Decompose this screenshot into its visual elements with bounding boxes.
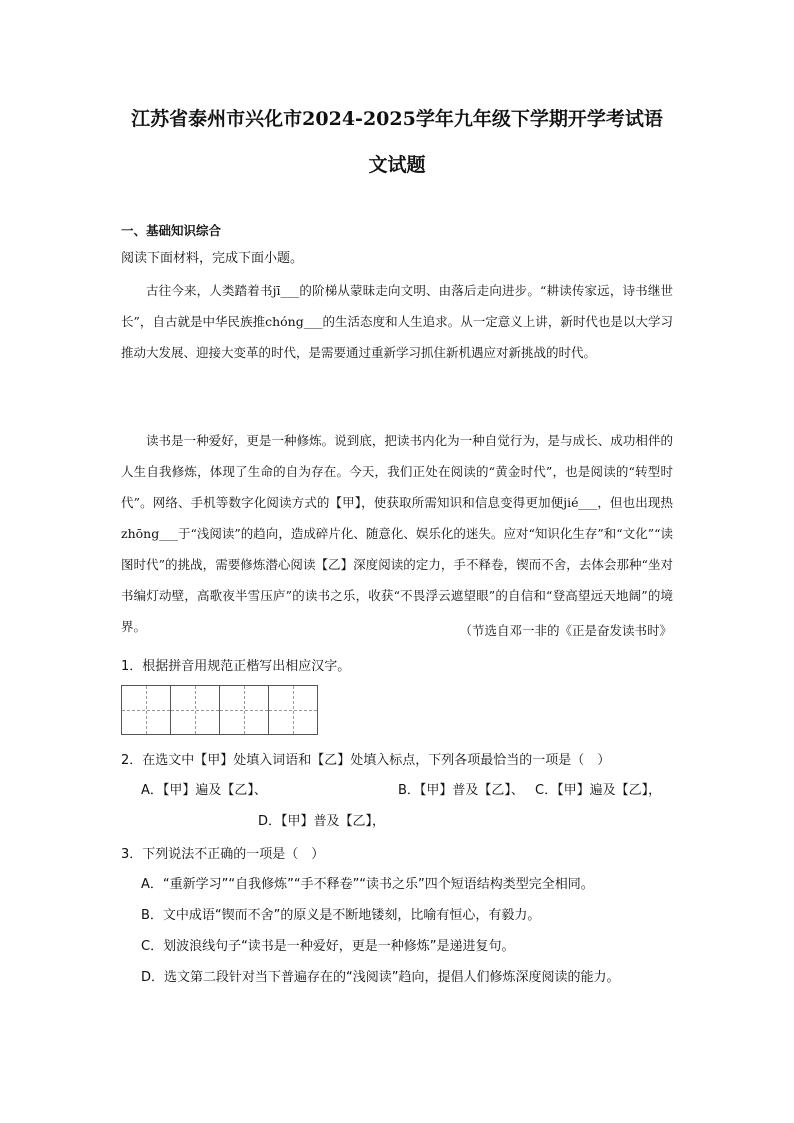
q3-option-b[interactable]: B．文中成语“锲而不舍”的原义是不断地镂刻，比喻有恒心，有毅力。	[141, 908, 541, 923]
q2-option-a[interactable]: A．【甲】遍及【乙】、	[141, 783, 267, 798]
question-2: 2．在选文中【甲】处填入词语和【乙】处填入标点，下列各项最恰当的一项是（ ）	[121, 753, 611, 768]
passage-paragraph-1: 古往今来，人类踏着书jī___的阶梯从蒙昧走向文明、由落后走向进步。“耕读传家远，诗书继世长”，自古就是中华民族推chóng___的生活态度和人生追求。从一定意义上讲，新时代也是以大学习推动大发展、迎接大变革的时代，是需要通过重新学习抓住新机遇应对新挑战的时代。	[121, 283, 673, 360]
q3-option-d[interactable]: D．选文第二段针对当下普遍存在的“浅阅读”趋向，提倡人们修炼深度阅读的能力。	[141, 970, 620, 985]
passage-source: （节选自邓一非的《正是奋发读书时》	[459, 623, 672, 638]
grid-cell[interactable]	[122, 686, 170, 734]
grid-cell[interactable]	[219, 686, 268, 734]
q3-option-c[interactable]: C．划波浪线句子“读书是一种爱好，更是一种修炼”是递进复句。	[141, 939, 515, 954]
passage-paragraph-2: 读书是一种爱好，更是一种修炼。说到底，把读书内化为一种自觉行为，是与成长、成功相伴的人生自我修炼，体现了生命的自为存在。今天，我们正处在阅读的“黄金时代”，也是阅读的“转型时代”。网络、手机等数字化阅读方式的【甲】，使获取所需知识和信息变得更加便jié___，但也出现热zhōng___于“浅阅读”的趋向，造成碎片化、随意化、娱乐化的迷失。应对“知识化生存”和“文化”“读图时代”的挑战，需要修炼潜心阅读【乙】深度阅读的定力，手不释卷，锲而不舍，去体会那种“坐对书编灯动壁，高歌夜半雪压庐”的读书之乐，收获“不畏浮云遮望眼”的自信和“登高望远天地阔”的境界。	[121, 433, 673, 634]
grid-cell[interactable]	[170, 686, 219, 734]
q2-option-d[interactable]: D．【甲】普及【乙】，	[258, 814, 386, 829]
question-1: 1．根据拼音用规范正楷写出相应汉字。	[121, 659, 351, 674]
question-3: 3．下列说法不正确的一项是（ ）	[121, 847, 325, 862]
document-title	[60, 96, 734, 188]
section-heading: 一、基础知识综合	[121, 223, 222, 238]
q3-option-a[interactable]: A．“重新学习”“自我修炼”“手不释卷”“读书之乐”四个短语结构类型完全相同。	[141, 877, 594, 892]
q2-option-b[interactable]: B．【甲】普及【乙】、	[398, 783, 524, 798]
q2-option-c[interactable]: C．【甲】遍及【乙】，	[535, 783, 662, 798]
grid-cell[interactable]	[268, 686, 317, 734]
reading-instruction: 阅读下面材料，完成下面小题。	[121, 251, 304, 266]
title-line-1: 江苏省泰州市兴化市2024-2025学年九年级下学期开学考试语	[131, 108, 663, 130]
answer-writing-grid[interactable]	[121, 685, 318, 735]
title-line-2: 文试题	[368, 154, 426, 176]
